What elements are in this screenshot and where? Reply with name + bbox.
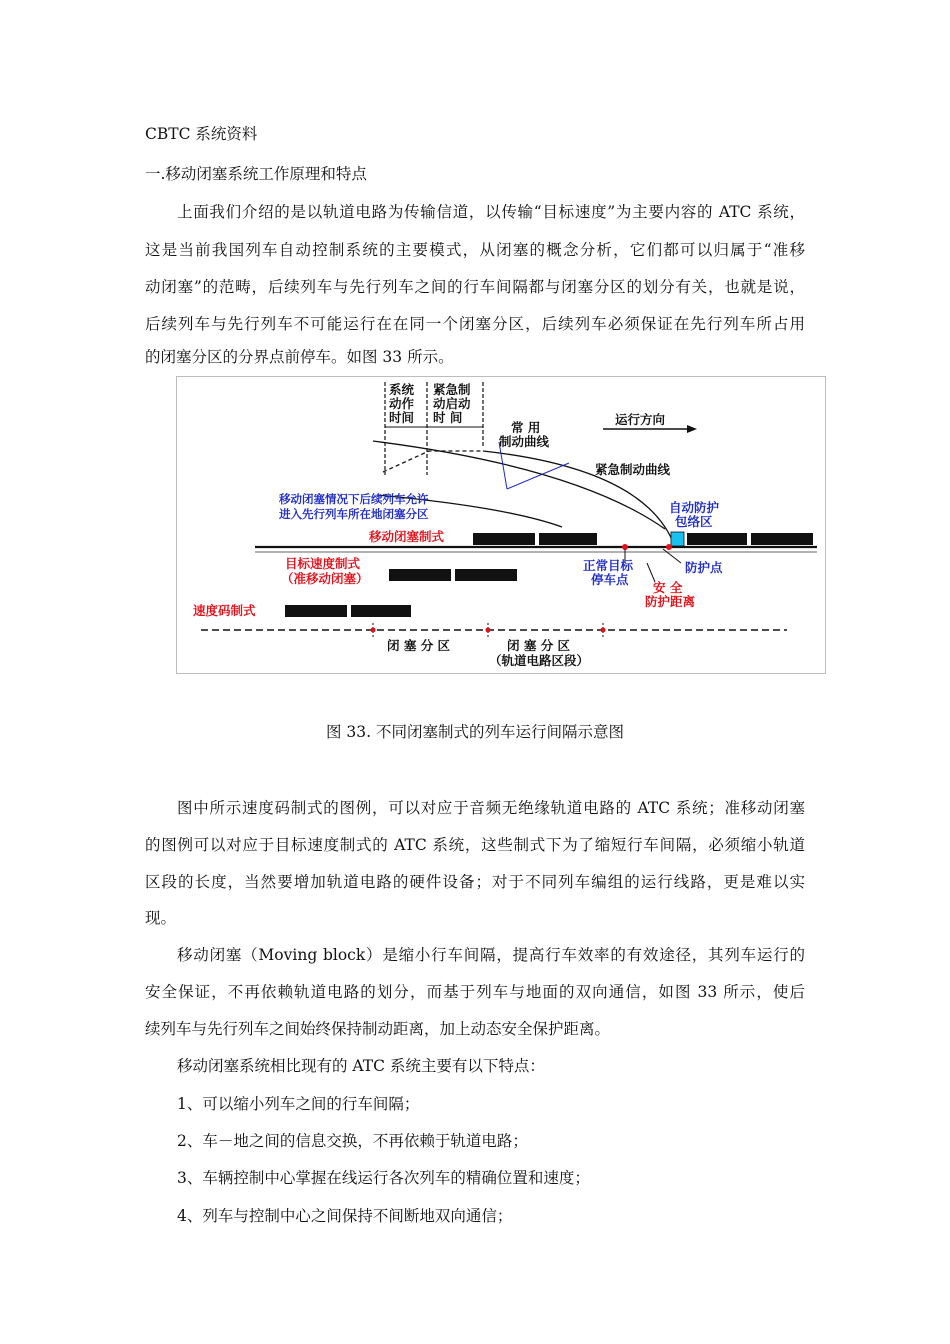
auto-protect-box [671, 532, 684, 546]
label-protect-point: 防护点 [685, 560, 723, 575]
train-moving-lead-2 [751, 533, 813, 545]
list-item: 4、列车与控制中心之间保持不间断地双向通信； [177, 1207, 513, 1225]
paragraph-line: 上面我们介绍的是以轨道电路为传输信道，以传输“目标速度”为主要内容的 ATC 系统， [177, 203, 805, 221]
service-curve-pointer [499, 442, 507, 489]
figure-block-diagram [176, 376, 826, 674]
label-block-section-2: 闭 塞 分 区 [507, 638, 571, 653]
paragraph-line: 现。 [145, 909, 177, 927]
label-emergency-curve: 紧急制动曲线 [595, 462, 671, 477]
label-emergency-start-3: 时 间 [433, 410, 463, 425]
label-normal-stop-2: 停车点 [591, 572, 629, 587]
diagram-graphics [177, 377, 827, 675]
label-target-speed-2: （准移动闭塞） [281, 571, 369, 586]
label-sys-action-1: 系统 [389, 382, 415, 397]
label-service-curve-2: 制动曲线 [499, 434, 550, 449]
label-target-speed-1: 目标速度制式 [285, 556, 361, 571]
paragraph-line: 动闭塞”的范畴，后续列车与先行列车之间的行车间隔都与闭塞分区的划分有关，也就是说， [145, 278, 805, 296]
label-moving-block: 移动闭塞制式 [369, 529, 445, 544]
direction-arrow-head [687, 425, 697, 433]
list-item: 1、可以缩小列车之间的行车间隔； [177, 1095, 420, 1113]
paragraph-line: 的图例可以对应于目标速度制式的 ATC 系统，这些制式下为了缩短行车间隔，必须缩小轨道 [145, 836, 805, 854]
system-delay-dashed-line [383, 451, 483, 472]
label-sys-action-3: 时间 [389, 410, 415, 425]
label-block-section-1: 闭 塞 分 区 [387, 638, 451, 653]
label-auto-protect-2: 包络区 [675, 514, 713, 529]
paragraph-line: 续列车与先行列车之间始终保持制动距离，加上动态安全保护距离。 [145, 1020, 611, 1038]
paragraph-line: 后续列车与先行列车不可能运行在在同一个闭塞分区，后续列车必须保证在先行列车所占用 [145, 315, 805, 333]
label-block-section-3: （轨道电路区段） [489, 653, 590, 668]
paragraph-line: 移动闭塞系统相比现有的 ATC 系统主要有以下特点： [177, 1057, 545, 1075]
paragraph-line: 区段的长度，当然要增加轨道电路的硬件设备；对于不同列车编组的运行线路，更是难以实 [145, 873, 805, 891]
block-boundary-marker-3 [601, 628, 606, 633]
doc-title: CBTC 系统资料 [145, 125, 258, 143]
label-auto-protect-1: 自动防护 [669, 500, 720, 515]
label-direction: 运行方向 [615, 412, 666, 427]
protect-pointer [663, 549, 681, 563]
label-speed-code: 速度码制式 [193, 603, 256, 618]
train-moving-follow-2 [539, 533, 597, 545]
figure-caption: 图 33. 不同闭塞制式的列车运行间隔示意图 [325, 723, 624, 741]
label-sys-action-2: 动作 [389, 396, 415, 411]
train-moving-lead-1 [687, 533, 747, 545]
label-emergency-start-1: 紧急制 [433, 382, 471, 397]
train-target-1 [389, 569, 451, 581]
label-safe-distance-1: 安 全 [653, 580, 683, 595]
label-moving-allow-1: 移动闭塞情况下后续列车允许 [279, 492, 429, 506]
train-speed-code-2 [351, 605, 411, 617]
block-boundary-marker-2 [486, 628, 491, 633]
label-service-curve-1: 常 用 [511, 420, 541, 435]
train-speed-code-1 [285, 605, 347, 617]
section-heading: 一.移动闭塞系统工作原理和特点 [145, 165, 367, 183]
paragraph-line: 安全保证，不再依赖轨道电路的划分，而基于列车与地面的双向通信，如图 33 所示，使后 [145, 983, 805, 1001]
list-item: 3、车辆控制中心掌握在线运行各次列车的精确位置和速度； [177, 1169, 590, 1187]
train-moving-follow-1 [473, 533, 535, 545]
paragraph-line: 这是当前我国列车自动控制系统的主要模式，从闭塞的概念分析，它们都可以归属于“准移 [145, 241, 805, 259]
train-target-2 [455, 569, 517, 581]
label-emergency-start-2: 动启动 [433, 396, 471, 411]
paragraph-line: 的闭塞分区的分界点前停车。如图 33 所示。 [145, 348, 454, 366]
list-item: 2、车－地之间的信息交换，不再依赖于轨道电路； [177, 1132, 528, 1150]
block-boundary-marker-1 [371, 628, 376, 633]
paragraph-line: 图中所示速度码制式的图例，可以对应于音频无绝缘轨道电路的 ATC 系统；准移动闭塞 [177, 799, 805, 817]
paragraph-line: 移动闭塞（Moving block）是缩小行车间隔，提高行车效率的有效途径，其列车运行的 [177, 946, 805, 964]
label-normal-stop-1: 正常目标 [583, 558, 634, 573]
protect-point-marker [666, 544, 672, 550]
label-safe-distance-2: 防护距离 [645, 594, 696, 609]
label-moving-allow-2: 进入先行列车所在地闭塞分区 [279, 507, 429, 521]
